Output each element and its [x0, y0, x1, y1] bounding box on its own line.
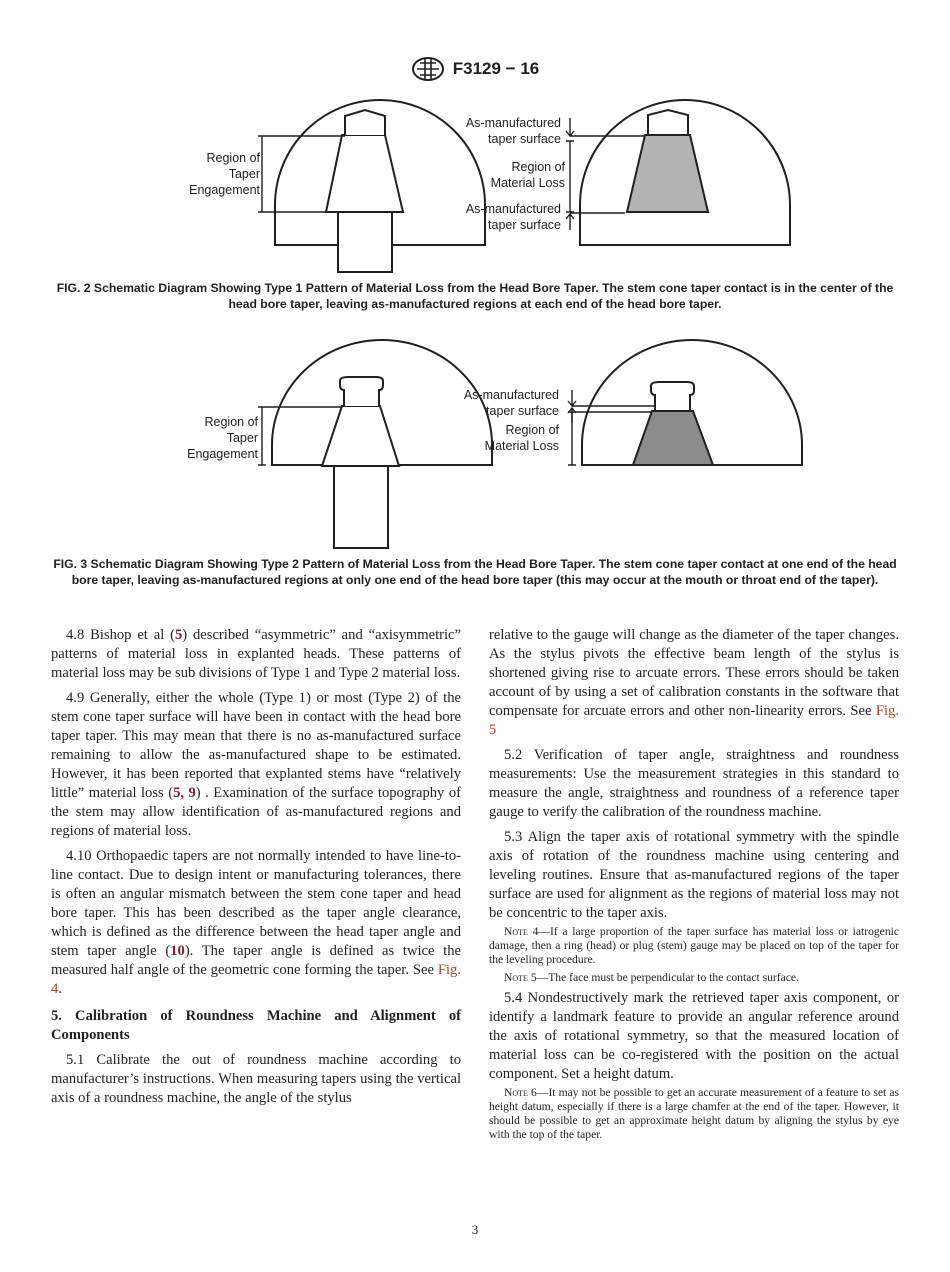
paragraph-4-10: 4.10 Orthopaedic tapers are not normally intended to have line-to-line contact. Due to design intent or manufacturing tolerances, there is often an angular mismatch between the stem cone taper and head bore taper. This has been described as the taper angle clearance, which is defined as the difference between the head taper angle and stem taper angle (10). The taper angle is defined as twice the measured half angle of the geometric cone forming the taper. See Fig. 4.	[51, 848, 461, 997]
taper-tip-left	[340, 377, 383, 406]
fig2-left-label-3: Engagement	[189, 183, 260, 197]
fig2-top-label-2: taper surface	[488, 132, 561, 146]
page-header	[0, 56, 950, 82]
loss-dimension-fig2	[566, 141, 574, 212]
reference-link[interactable]: 10	[170, 943, 185, 959]
figure-2-caption: FIG. 2 Schematic Diagram Showing Type 1 Pattern of Material Loss from the Head Bore Taper. The stem cone taper contact is in the center of the head bore taper, leaving as-manufactured regions at each end of the head bore taper.	[56, 281, 894, 311]
fig3-left-label-2: Taper	[226, 431, 258, 445]
fig2-left-label-1: Region of	[206, 151, 260, 165]
left-column	[51, 626, 461, 1114]
fig2-left-label-2: Taper	[228, 167, 260, 181]
note-6: Note 6—It may not be possible to get an accurate measurement of a feature to set as height datum, especially if there is a large chamfer at the end of the taper. However, it should be possible to get an approximate height datum by aligning the stylus by eye with the top of the taper.	[489, 1086, 899, 1141]
figure-5-link[interactable]: Fig. 5	[489, 703, 899, 738]
fig2-top-label-1: As-manufactured	[465, 116, 561, 130]
engagement-dimension-left	[258, 407, 266, 465]
paragraph-4-8: 4.8 Bishop et al (5) described “asymmetric” and “axisymmetric” patterns of material loss in explanted heads. These patterns of material loss may be sub divisions of Type 1 and Type 2 material loss.	[51, 627, 461, 681]
figure-4-link[interactable]: Fig. 4	[51, 962, 461, 997]
paragraph-4-9: 4.9 Generally, either the whole (Type 1) or most (Type 2) of the stem cone taper surface will have been in contact with the head bore taper taper. This may mean that there is no as-manufactured surface remaining to allow the as-manufactured shape to be estimated. However, it has been reported that explanted stems have “relatively little” material loss (5, 9) . Examination of the surface topography of the stem may allow identification of as-manufactured regions and regions of material loss.	[51, 690, 461, 839]
taper-tip-right	[648, 110, 688, 135]
fig2-bottom-label-1: As-manufactured	[465, 202, 561, 216]
paragraph-5-3: 5.3 Align the taper axis of rotational symmetry with the spindle axis of rotation of the roundness machine using centering and leveling routines. Ensure that as-manufactured regions of the taper surface are used for alignment as the regions of material loss may not be concentric to the taper axis.	[489, 829, 899, 921]
standard-designation: F3129 − 16	[452, 59, 540, 78]
fig3-middle-label-1: Region of	[505, 423, 559, 437]
fig2-middle-label-1: Region of	[511, 160, 565, 174]
paragraph-5-1: 5.1 Calibrate the out of roundness machine according to manufacturer’s instructions. When measuring tapers using the vertical axis of a roundness machine, the angle of the stylus	[51, 1052, 461, 1106]
fig3-top-label-2: taper surface	[486, 404, 559, 418]
fig3-top-label-1: As-manufactured	[463, 388, 559, 402]
reference-link[interactable]: 5, 9	[173, 785, 196, 801]
stem-neck-left	[334, 466, 388, 548]
fig3-middle-label-2: Material Loss	[484, 439, 559, 453]
figure-2-diagram	[0, 95, 950, 275]
fig2-middle-label-2: Material Loss	[490, 176, 565, 190]
paragraph-5-1-continued: relative to the gauge will change as the diameter of the taper changes. As the stylus pivots the effective beam length of the stylus is shortened giving rise to arcuate errors. These errors should be taken account of by using a set of calibration constants in the software that compensate for arcuate errors and other non-linearity errors. See Fig. 5	[489, 627, 899, 738]
section-5-heading: 5. Calibration of Roundness Machine and Alignment of Components	[51, 1008, 461, 1043]
astm-logo-icon	[411, 56, 445, 82]
right-column	[489, 626, 899, 1146]
note-5: Note 5—The face must be perpendicular to the contact surface.	[504, 971, 799, 984]
page-number: 3	[471, 1222, 479, 1237]
figure-3-diagram	[0, 335, 950, 553]
paragraph-5-2: 5.2 Verification of taper angle, straightness and roundness measurements: Use the measurement strategies in this standard to measure the angle, straightness and roundness of a reference taper gauge to verify the calibration of the roundness machine.	[489, 747, 899, 820]
figure-3-caption: FIG. 3 Schematic Diagram Showing Type 2 Pattern of Material Loss from the Head Bore Taper. The stem cone taper contact at one end of the head bore taper, leaving as-manufactured regions at only one end of the head bore taper (this may occur at the mouth or throat end of the taper).	[53, 557, 897, 587]
fig2-bottom-label-2: taper surface	[488, 218, 561, 232]
taper-tip-left	[345, 110, 385, 135]
fig3-left-label-1: Region of	[204, 415, 258, 429]
note-4: Note 4—If a large proportion of the taper surface has material loss or iatrogenic damage, then a ring (head) or plug (stem) gauge may be placed on top of the taper for the leveling procedure.	[489, 925, 899, 966]
reference-link[interactable]: 5	[174, 627, 183, 643]
stem-neck-left	[338, 212, 392, 272]
taper-tip-right	[651, 382, 694, 411]
fig3-left-label-3: Engagement	[187, 447, 258, 461]
paragraph-5-4: 5.4 Nondestructively mark the retrieved taper axis component, or identify a landmark feature to provide an angular reference around the axis of rotational symmetry, so that the measured location of material loss can be co-registered with the position on the actual component. Set a height datum.	[489, 990, 899, 1082]
